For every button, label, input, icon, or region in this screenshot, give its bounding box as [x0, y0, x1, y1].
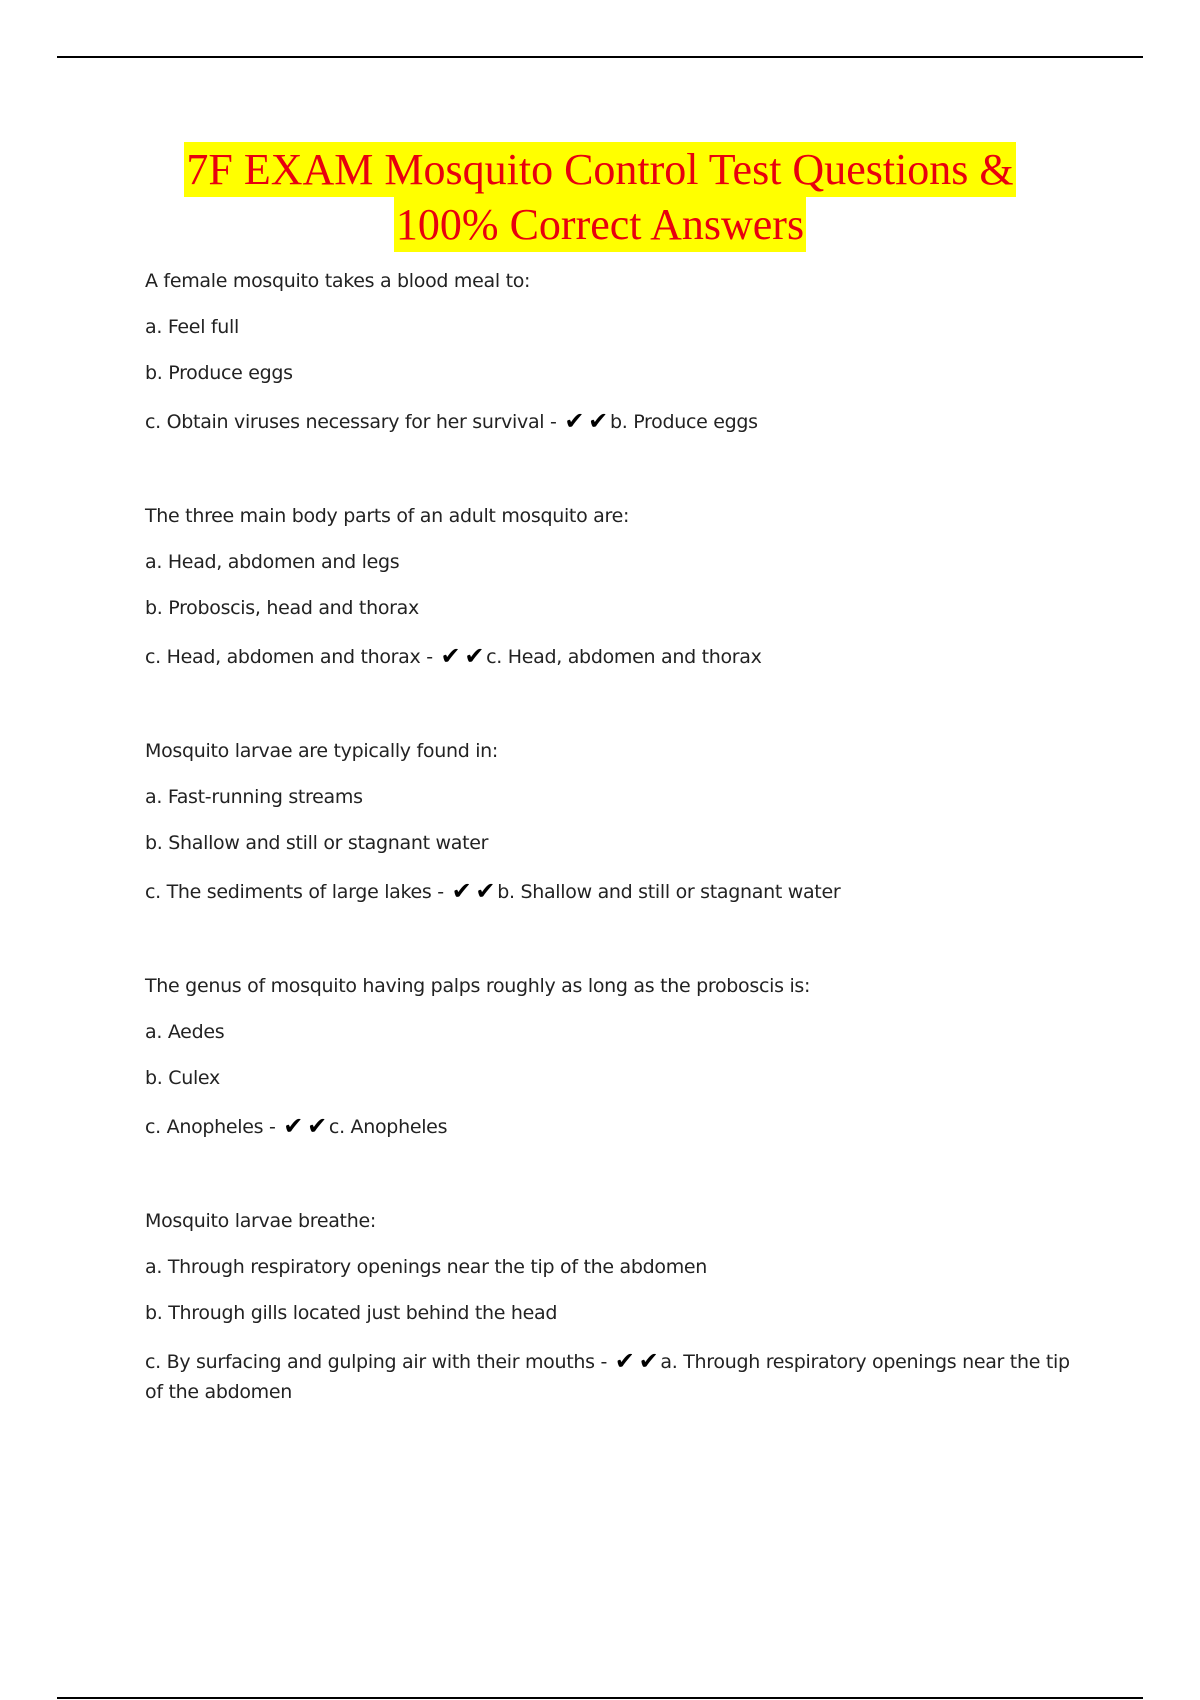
option-c-with-answer [145, 406, 1085, 437]
option-c-with-answer [145, 1111, 1085, 1142]
document-title [0, 142, 1200, 252]
option-b: b. Produce eggs [145, 362, 293, 384]
title-line-1: 7F EXAM Mosquito Control Test Questions & [184, 142, 1015, 197]
question-stem: The genus of mosquito having palps roughly as long as the proboscis is: [145, 975, 811, 997]
check-icon: ✔ [638, 1347, 659, 1375]
check-icon: ✔ [614, 1347, 635, 1375]
option-c: c. Head, abdomen and thorax - [145, 646, 433, 668]
check-icon: ✔ [440, 642, 461, 670]
option-b: b. Shallow and still or stagnant water [145, 832, 489, 854]
correct-answer: c. Head, abdomen and thorax [486, 646, 762, 668]
option-b: b. Through gills located just behind the head [145, 1302, 558, 1324]
bottom-divider [57, 1697, 1143, 1699]
correct-answer: c. Anopheles [328, 1116, 448, 1138]
question-stem: Mosquito larvae breathe: [145, 1210, 376, 1232]
question-block-2 [145, 503, 1085, 672]
question-block-4 [145, 973, 1085, 1142]
option-a: a. Aedes [145, 1021, 225, 1043]
correct-answer: a. Through respiratory openings near the tip of the abdomen [145, 1351, 1070, 1403]
check-icon: ✔ [283, 1112, 304, 1140]
option-c: c. Anopheles - [145, 1116, 276, 1138]
question-list [145, 268, 1085, 1473]
question-stem: A female mosquito takes a blood meal to: [145, 270, 531, 292]
top-divider [57, 56, 1143, 58]
option-c-with-answer [145, 1346, 1085, 1407]
correct-answer: b. Shallow and still or stagnant water [497, 881, 841, 903]
check-icon: ✔ [588, 407, 608, 435]
option-c: c. Obtain viruses necessary for her survival - [145, 411, 557, 433]
option-b: b. Proboscis, head and thorax [145, 597, 419, 619]
question-block-1 [145, 268, 1085, 437]
check-icon: ✔ [475, 877, 496, 905]
option-a: a. Fast-running streams [145, 786, 363, 808]
option-c: c. By surfacing and gulping air with their mouths - [145, 1351, 608, 1373]
check-icon: ✔ [451, 877, 472, 905]
check-icon: ✔ [564, 407, 585, 435]
check-icon: ✔ [464, 642, 485, 670]
question-block-3 [145, 738, 1085, 907]
option-b: b. Culex [145, 1067, 220, 1089]
option-a: a. Head, abdomen and legs [145, 551, 400, 573]
option-c: c. The sediments of large lakes - [145, 881, 444, 903]
option-a: a. Through respiratory openings near the tip of the abdomen [145, 1256, 708, 1278]
question-block-5 [145, 1208, 1085, 1407]
question-stem: The three main body parts of an adult mosquito are: [145, 505, 630, 527]
title-line-2: 100% Correct Answers [394, 197, 806, 252]
correct-answer: b. Produce eggs [609, 411, 758, 433]
option-c-with-answer [145, 641, 1085, 672]
question-stem: Mosquito larvae are typically found in: [145, 740, 499, 762]
check-icon: ✔ [307, 1112, 327, 1140]
option-c-with-answer [145, 876, 1085, 907]
option-a: a. Feel full [145, 316, 239, 338]
